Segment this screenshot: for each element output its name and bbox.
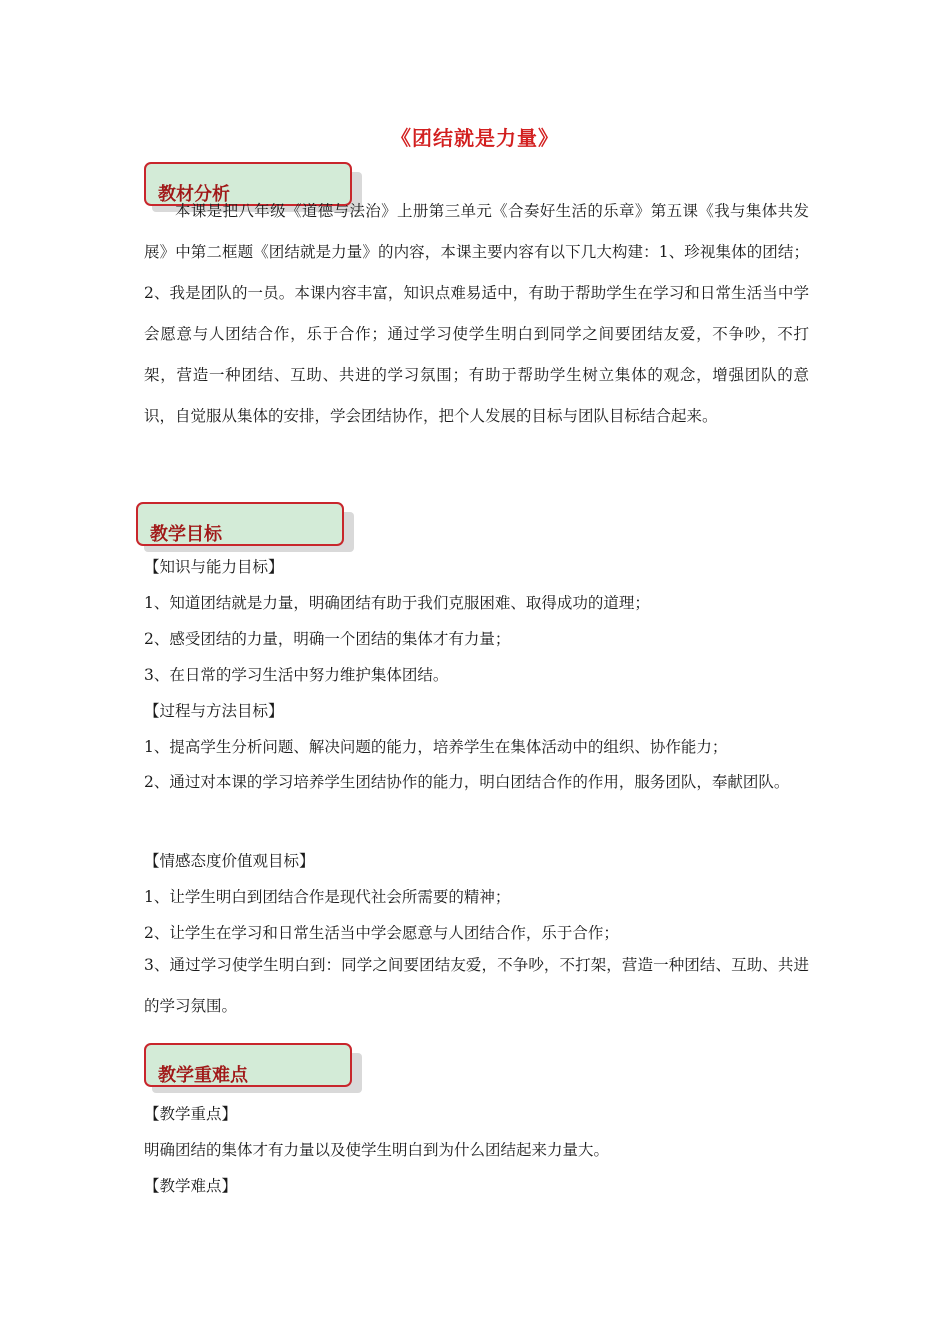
heading-label: 教学重难点: [158, 1065, 248, 1086]
focus-text: 明确团结的集体才有力量以及使学生明白到为什么团结起来力量大。: [144, 1141, 610, 1159]
process-goal-item: 1、提高学生分析问题、解决问题的能力，培养学生在集体活动中的组织、协作能力；: [144, 738, 728, 756]
section-heading-goals: [136, 502, 346, 548]
emotion-goal-item: 1、让学生明白到团结合作是现代社会所需要的精神；: [144, 888, 511, 906]
knowledge-goal-item: 1、知道团结就是力量，明确团结有助于我们克服困难、取得成功的道理；: [144, 594, 650, 612]
emotion-goal-item: 3、通过学习使学生明白到：同学之间要团结友爱，不争吵，不打架，营造一种团结、互助、共进的学习氛围。: [144, 956, 809, 1015]
emotion-goal-label: 【情感态度价值观目标】: [144, 852, 315, 870]
process-goal-label: 【过程与方法目标】: [144, 702, 284, 720]
focus-label: 【教学重点】: [144, 1105, 238, 1123]
analysis-paragraph: 本课是把八年级《道德与法治》上册第三单元《合奏好生活的乐章》第五课《我与集体共发展》中第二框题《团结就是力量》的内容，本课主要内容有以下几大构建：1、珍视集体的团结；2、我是团队的一员。本课内容丰富，知识点难易适中，有助于帮助学生在学习和日常生活当中学会愿意与人团结合作，乐于合作；通过学习使学生明白到同学之间要团结友爱，不争吵，不打架，营造一种团结、互助、共进的学习氛围；有助于帮助学生树立集体的观念，增强团队的意识，自觉服从集体的安排，学会团结协作，把个人发展的目标与团队目标结合起来。: [144, 202, 809, 425]
knowledge-goal-label: 【知识与能力目标】: [144, 558, 284, 576]
difficulty-label: 【教学难点】: [144, 1177, 238, 1195]
knowledge-goal-item: 3、在日常的学习生活中努力维护集体团结。: [144, 666, 449, 684]
knowledge-goal-item: 2、感受团结的力量，明确一个团结的集体才有力量；: [144, 630, 511, 648]
heading-label: 教材分析: [158, 184, 230, 205]
page-title: 《团结就是力量》: [391, 126, 559, 150]
emotion-goal-item: 2、让学生在学习和日常生活当中学会愿意与人团结合作，乐于合作；: [144, 924, 619, 942]
heading-label: 教学目标: [150, 524, 222, 545]
process-goal-item: 2、通过对本课的学习培养学生团结协作的能力，明白团结合作的作用，服务团队，奉献团队。: [144, 773, 790, 791]
section-heading-keypoints: [144, 1043, 354, 1089]
